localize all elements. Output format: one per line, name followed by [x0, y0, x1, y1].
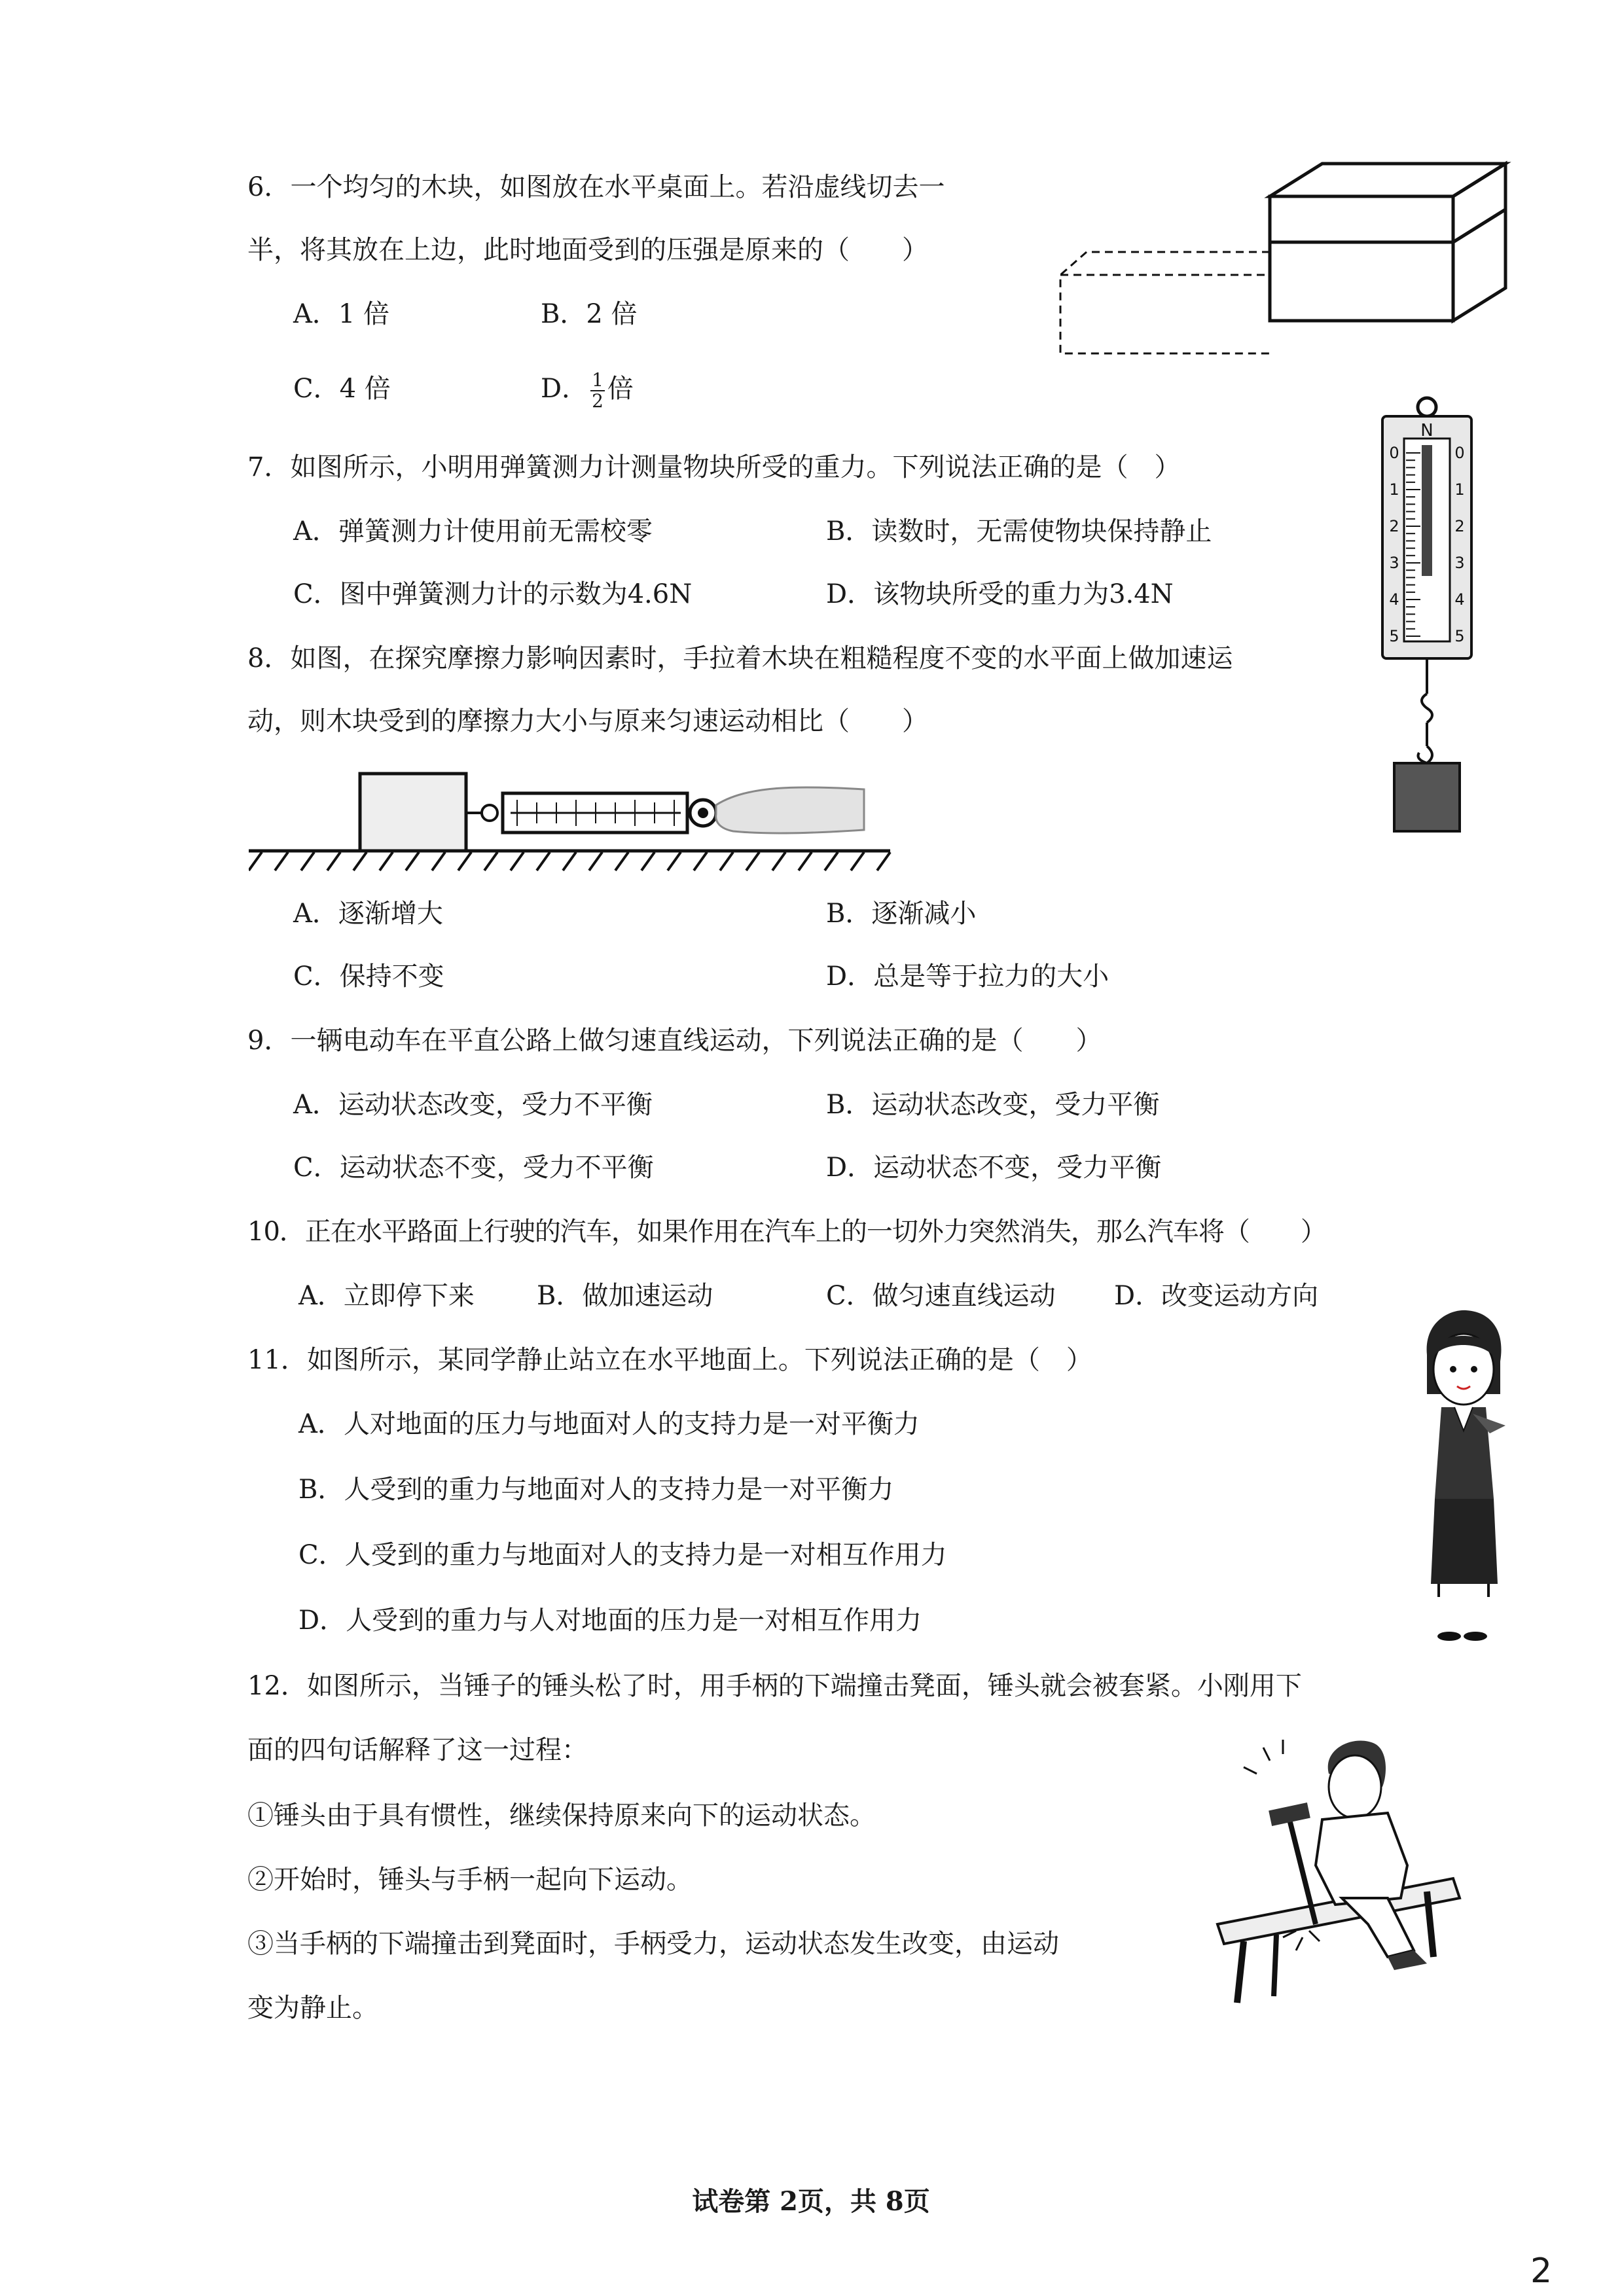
fraction-numerator: 1: [592, 369, 604, 391]
q9-option-d: D．运动状态不变，受力平衡: [826, 1153, 1162, 1183]
q9-option-a: A．运动状态改变，受力不平衡: [293, 1090, 653, 1120]
q7-option-b: B．读数时，无需使物块保持静止: [826, 516, 1212, 547]
q12-statement-3-line1: ③当手柄的下端撞击到凳面时，手柄受力，运动状态发生改变，由运动: [247, 1929, 1059, 1959]
q12-statement-3-line2: 变为静止。: [247, 1993, 378, 2023]
scale-unit-label: N: [1420, 421, 1433, 440]
standing-student-figure: [1407, 1309, 1519, 1649]
q9-stem: 9．一辆电动车在平直公路上做匀速直线运动，下列说法正确的是（ ）: [247, 1026, 1102, 1056]
ground-hatching: [249, 852, 890, 870]
q12-statement-1: ①锤头由于具有惯性，继续保持原来向下的运动状态。: [247, 1801, 876, 1831]
q12-statement-2: ②开始时，锤头与手柄一起向下运动。: [247, 1865, 693, 1895]
q10-option-b: B．做加速运动: [537, 1281, 713, 1311]
q7-stem: 7．如图所示，小明用弹簧测力计测量物块所受的重力。下列说法正确的是（ ）: [247, 452, 1181, 482]
q6-option-d-suffix: 倍: [607, 374, 634, 404]
scale-tick-label: 3: [1389, 554, 1399, 572]
q8-option-c: C．保持不变: [293, 961, 444, 992]
q6-option-c: C．4 倍: [293, 374, 391, 404]
wood-block-figure: [1047, 157, 1519, 367]
q11-option-c: C．人受到的重力与地面对人的支持力是一对相互作用力: [298, 1540, 947, 1570]
q6-option-d: [541, 370, 634, 411]
q12-stem-line1: 12．如图所示，当锤子的锤头松了时，用手柄的下端撞击凳面，锤头就会被套紧。小刚用下: [247, 1671, 1302, 1701]
scale-tick-label: 4: [1389, 590, 1399, 609]
q11-option-d: D．人受到的重力与人对地面的压力是一对相互作用力: [298, 1605, 922, 1636]
q10-option-c: C．做匀速直线运动: [826, 1281, 1056, 1311]
scale-tick-label: 2: [1454, 517, 1465, 535]
q6-stem-line1: 6．一个均匀的木块，如图放在水平桌面上。若沿虚线切去一: [247, 172, 945, 202]
q10-stem: 10．正在水平路面上行驶的汽车，如果作用在汽车上的一切外力突然消失，那么汽车将（ ）: [247, 1217, 1326, 1247]
q6-option-d-prefix: D．: [541, 374, 588, 404]
scale-tick-label: 5: [1454, 627, 1465, 645]
q10-option-a: A．立即停下来: [298, 1281, 475, 1311]
q9-option-b: B．运动状态改变，受力平衡: [826, 1090, 1160, 1120]
q6-option-b: B．2 倍: [541, 299, 638, 329]
scale-tick-label: 0: [1389, 444, 1399, 462]
page-footer: 试卷第 2页，共 8页: [692, 2186, 930, 2217]
q7-option-a: A．弹簧测力计使用前无需校零: [293, 516, 653, 547]
q8-option-d: D．总是等于拉力的大小: [826, 961, 1109, 992]
q11-option-b: B．人受到的重力与地面对人的支持力是一对平衡力: [298, 1475, 894, 1505]
q11-option-a: A．人对地面的压力与地面对人的支持力是一对平衡力: [298, 1409, 920, 1439]
scale-tick-label: 4: [1454, 590, 1465, 609]
q11-stem: 11．如图所示，某同学静止站立在水平地面上。下列说法正确的是（ ）: [247, 1345, 1092, 1375]
friction-experiment-figure: [249, 759, 903, 890]
q6-option-a: A．1 倍: [293, 299, 390, 329]
q8-stem-line1: 8．如图，在探究摩擦力影响因素时，手拉着木块在粗糙程度不变的水平面上做加速运: [247, 643, 1233, 673]
page-number: 2: [1530, 2251, 1553, 2291]
fraction: [590, 370, 605, 411]
scale-tick-label: 3: [1454, 554, 1465, 572]
q8-option-b: B．逐渐减小: [826, 899, 977, 929]
q6-stem-line2: 半，将其放在上边，此时地面受到的压强是原来的（ ）: [247, 235, 928, 265]
scale-tick-label: 2: [1389, 517, 1399, 535]
scale-tick-label: 1: [1454, 480, 1465, 499]
scale-tick-label: 5: [1389, 627, 1399, 645]
q7-option-c: C．图中弹簧测力计的示数为4.6N: [293, 579, 693, 609]
scale-tick-label: 1: [1389, 480, 1399, 499]
fraction-denominator: 2: [592, 390, 604, 412]
spring-scale-figure: [1368, 393, 1499, 838]
q7-option-d: D．该物块所受的重力为3.4N: [826, 579, 1174, 609]
q8-option-a: A．逐渐增大: [293, 899, 443, 929]
q12-stem-line2: 面的四句话解释了这一过程：: [247, 1735, 588, 1765]
hammer-bench-figure: [1191, 1734, 1479, 2009]
scale-tick-label: 0: [1454, 444, 1465, 462]
q8-stem-line2: 动，则木块受到的摩擦力大小与原来匀速运动相比（ ）: [247, 706, 928, 736]
q9-option-c: C．运动状态不变，受力不平衡: [293, 1153, 654, 1183]
q10-option-d: D．改变运动方向: [1114, 1281, 1319, 1311]
